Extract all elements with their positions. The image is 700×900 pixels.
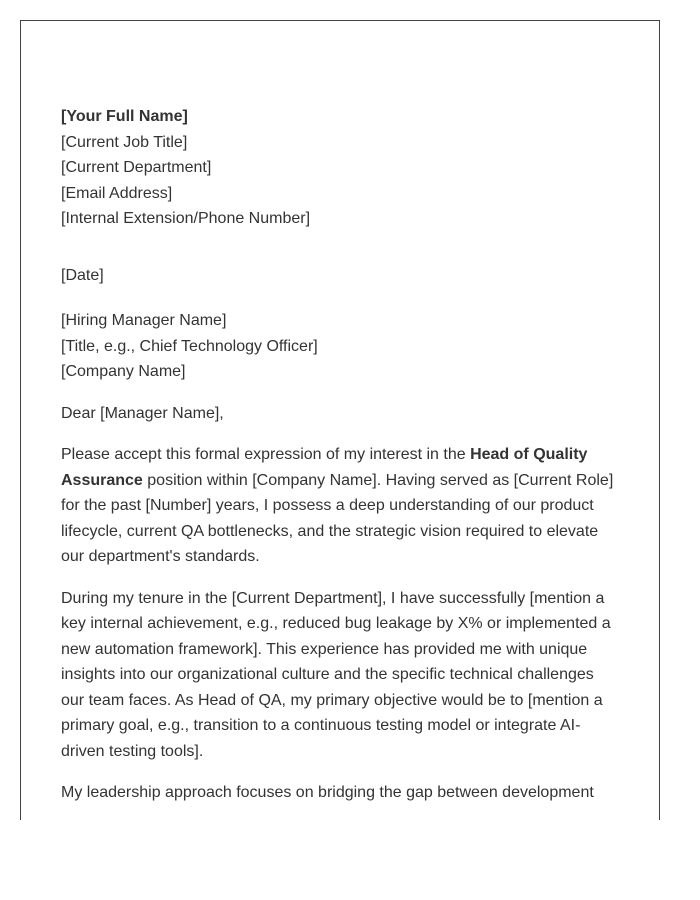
letter-content — [61, 104, 621, 806]
recipient-block — [61, 308, 621, 385]
paragraph-text: Please accept this formal expression of my interest in the — [61, 446, 471, 463]
recipient-title: [Title, e.g., Chief Technology Officer] — [61, 337, 318, 355]
position-title: Head of Quality Assurance — [61, 446, 588, 489]
letter-page — [20, 20, 660, 820]
date-block — [61, 263, 621, 289]
sender-phone: [Internal Extension/Phone Number] — [61, 210, 311, 227]
sender-email: [Email Address] — [61, 184, 173, 202]
spacer — [61, 232, 621, 263]
body-paragraph-1 — [61, 442, 621, 570]
body-paragraph-2: During my tenure in the [Current Department], I have successfully [mention a key internal achievement, e.g., reduced bug leakage by X% or implemented a new automation framework]. This experience has provided me with unique insights into our organizational culture and the specific technical challenges our team faces. As Head of QA, my primary objective would be to [mention a primary goal, e.g., transition to a continuous testing model or integrate AI-driven testing tools]. — [61, 589, 611, 760]
sender-block — [61, 104, 621, 232]
body-paragraph-3: My leadership approach focuses on bridging the gap between development — [61, 784, 594, 801]
recipient-name: [Hiring Manager Name] — [61, 312, 227, 329]
paragraph-text: position within [Company Name]. Having served as [Current Role] for the past [Number] years, I possess a deep understanding of our product lifecycle, current QA bottlenecks, and the strategic vision required to elevate our department's standards. — [61, 471, 614, 565]
sender-job-title: [Current Job Title] — [61, 133, 188, 151]
sender-name: [Your Full Name] — [61, 108, 188, 125]
spacer — [61, 385, 621, 401]
sender-department: [Current Department] — [61, 159, 212, 176]
recipient-company: [Company Name] — [61, 363, 186, 380]
spacer — [61, 288, 621, 308]
salutation: Dear [Manager Name], — [61, 404, 224, 422]
letter-date: [Date] — [61, 266, 104, 284]
